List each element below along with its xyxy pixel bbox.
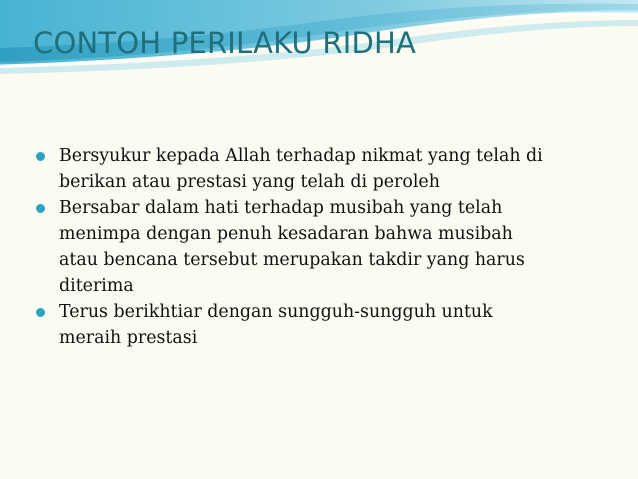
bullet-text-line: diterima xyxy=(59,276,134,296)
bullet-item xyxy=(36,143,626,195)
bullet-text-line: berikan atau prestasi yang telah di peroleh xyxy=(59,172,440,192)
bullet-dot-icon xyxy=(36,204,45,213)
bullet-dot-icon xyxy=(36,308,45,317)
bullet-dot-icon xyxy=(36,152,45,161)
bullet-text-line: Bersyukur kepada Allah terhadap nikmat yang telah di xyxy=(59,146,543,166)
slide-title: CONTOH PERILAKU RIDHA xyxy=(33,26,417,60)
bullet-text-line: atau bencana tersebut merupakan takdir yang harus xyxy=(59,250,525,270)
bullet-list xyxy=(36,143,626,351)
bullet-item xyxy=(36,195,626,299)
bullet-text-line: meraih prestasi xyxy=(59,328,198,348)
bullet-text-line: Terus berikhtiar dengan sungguh-sungguh untuk xyxy=(59,302,493,322)
bullet-item xyxy=(36,299,626,351)
bullet-text-line: menimpa dengan penuh kesadaran bahwa musibah xyxy=(59,224,513,244)
bullet-text-line: Bersabar dalam hati terhadap musibah yang telah xyxy=(59,198,503,218)
